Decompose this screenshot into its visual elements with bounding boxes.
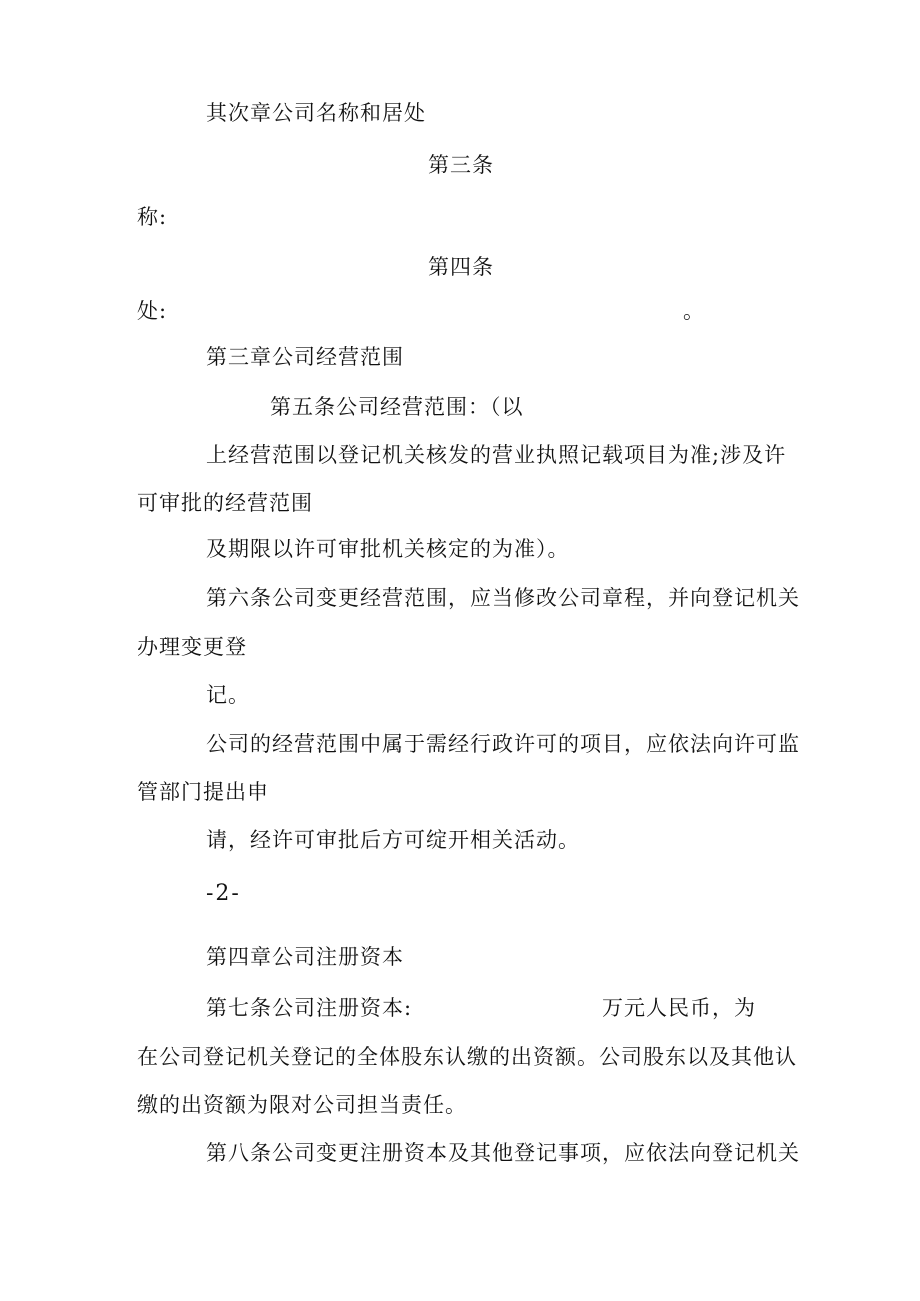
chapter-2-heading: 其次章公司名称和居处 xyxy=(206,101,426,125)
page-number: -2- xyxy=(206,881,241,906)
article-7-line-1a: 第七条公司注册资本: xyxy=(206,996,413,1020)
article-4-heading: 第四条 xyxy=(428,255,494,279)
article-4-period: 。 xyxy=(683,299,705,323)
article-5-line-4: 及期限以许可审批机关核定的为准）。 xyxy=(206,537,570,561)
chapter-4-heading: 第四章公司注册资本 xyxy=(206,945,404,969)
article-3-label: 称: xyxy=(137,205,168,229)
article-7-line-1b: 万元人民币，为 xyxy=(602,996,756,1020)
article-5-line-1: 第五条公司经营范围：（以 xyxy=(270,395,524,419)
article-5-line-2: 上经营范围以登记机关核发的营业执照记载项目为准;涉及许 xyxy=(206,443,787,467)
article-7-line-2: 在公司登记机关登记的全体股东认缴的出资额。公司股东以及其他认 xyxy=(137,1045,797,1069)
article-5-line-3: 可审批的经营范围 xyxy=(137,491,313,515)
permit-line-3: 请，经许可审批后方可绽开相关活动。 xyxy=(206,828,580,852)
article-6-line-2: 办理变更登 xyxy=(137,635,247,659)
article-3-heading: 第三条 xyxy=(428,153,494,177)
article-6-line-3: 记。 xyxy=(206,683,250,707)
article-4-label: 处: xyxy=(137,299,168,323)
article-8-line-1: 第八条公司变更注册资本及其他登记事项，应依法向登记机关 xyxy=(206,1141,800,1165)
chapter-3-heading: 第三章公司经营范围 xyxy=(206,345,404,369)
permit-line-1: 公司的经营范围中属于需经行政许可的项目，应依法向许可监 xyxy=(206,732,800,756)
permit-line-2: 管部门提出申 xyxy=(137,780,269,804)
article-7-line-3: 缴的出资额为限对公司担当责任。 xyxy=(137,1093,467,1117)
article-6-line-1: 第六条公司变更经营范围，应当修改公司章程，并向登记机关 xyxy=(206,586,800,610)
